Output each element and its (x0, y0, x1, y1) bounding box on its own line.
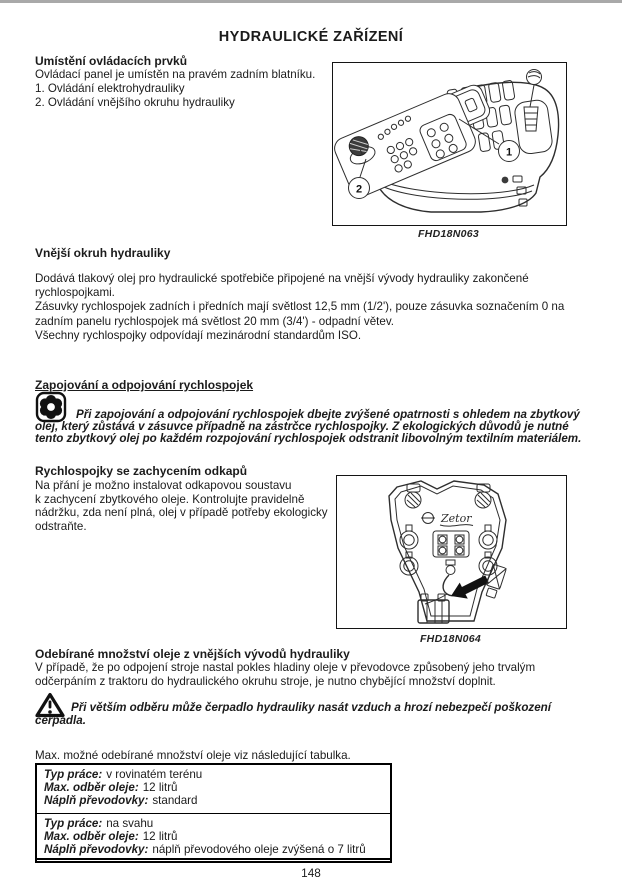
table-cutoff-row (35, 854, 392, 860)
warning-line: Při větším odběru může čerpadlo hydrauliky nasát vzduch a hrozí nebezpečí poškození (71, 701, 551, 714)
section-coupling-note (35, 409, 581, 446)
section-heading: Umístění ovládacích prvků (35, 54, 188, 68)
callout-1: 1 (505, 146, 513, 159)
section-controls (35, 54, 315, 111)
table-value: 12 litrů (142, 829, 178, 843)
callout-2: 2 (355, 183, 363, 196)
table-label: Typ práce: (44, 816, 103, 830)
table-label: Typ práce: (44, 768, 103, 781)
note-line: tento zbytkový olej po každém rozpojování rychlospojek odstranit libovolným textilním materiálem. (35, 432, 582, 446)
list-item: 1. Ovládání elektrohydrauliky (35, 82, 185, 96)
page-title: HYDRAULICKÉ ZAŘÍZENÍ (218, 29, 404, 45)
section-oil-body (35, 661, 535, 688)
table-label: Max. odběr oleje: (44, 781, 139, 795)
body-line: Dodává tlakový olej pro hydraulické spotřebiče připojené na vnější vývody hydrauliky zakončené (35, 272, 529, 285)
body-line: V případě, že po odpojení stroje nastal pokles hladiny oleje v převodovce způsobený jeho trvalým (35, 661, 536, 674)
table-row (37, 765, 390, 813)
brand-logo: Zetor (441, 512, 472, 525)
body-line: odčerpáním z traktoru do hydraulického okruhu stroje, je nutno chybějící množství doplnit. (35, 674, 496, 688)
section-heading: Odebírané množství oleje z vnějších vývodů hydrauliky (35, 647, 350, 661)
body-line: nádržku, zda není plná, olej v případě potřeby ekologicky (35, 506, 328, 519)
table-line (44, 781, 383, 794)
oil-table (35, 763, 392, 863)
section-heading: Vnější okruh hydrauliky (35, 246, 171, 260)
note-line: olej, který zůstává v zásuvce případně na zástrčce rychlospojky. Z ekologických důvodů je nutné (35, 420, 569, 434)
figure-rear-panel (336, 475, 567, 629)
body-line: Ovládací panel je umístěn na pravém zadním blatníku. (35, 68, 316, 81)
page-number: 148 (301, 866, 321, 880)
table-value: 12 litrů (142, 781, 178, 795)
section-outer-body (35, 272, 564, 343)
body-line: rychlospojkami. (35, 286, 115, 300)
warning-note (35, 701, 551, 728)
table-value: náplň převodového oleje zvýšená o 7 litrů (152, 843, 366, 857)
section-drip-body (35, 479, 328, 533)
figure-caption: FHD18N064 (419, 633, 482, 645)
control-panel-drawing (333, 63, 563, 222)
body-line: zadním panelu rychlospojek má světlost 20 mm (3/4') - odpadní větev. (35, 314, 394, 328)
body-line: odstraňte. (35, 519, 87, 533)
list-item: 2. Ovládání vnějšího okruhu hydrauliky (35, 96, 235, 110)
table-intro: Max. možné odebírané množství oleje viz následující tabulka. (35, 749, 351, 762)
pointer-arrow (451, 575, 489, 598)
body-line: Všechny rychlospojky odpovídají mezinárodní standardům ISO. (35, 328, 362, 342)
body-line: Na přání je možno instalovat odkapovou soustavu (35, 479, 292, 492)
figure-caption: FHD18N063 (417, 228, 480, 240)
body-line: k zachycení zbytkového oleje. Kontrolujte pravidelně (35, 492, 305, 506)
rear-panel-drawing (337, 476, 563, 625)
table-value: standard (152, 794, 198, 808)
table-label: Max. odběr oleje: (44, 829, 139, 843)
warning-line: čerpadla. (35, 714, 86, 728)
table-line (44, 830, 383, 843)
table-line (44, 794, 383, 807)
table-value: na svahu (106, 816, 154, 830)
table-line (44, 768, 383, 781)
section-heading: Rychlospojky se zachycením odkapů (35, 464, 248, 478)
table-label: Náplň převodovky: (44, 843, 149, 857)
table-line (44, 817, 383, 830)
scan-artifact-bar (0, 0, 622, 3)
note-line: Při zapojování a odpojování rychlospojek dbejte zvýšené opatrnosti s ohledem na zbytkový (76, 408, 580, 421)
table-label: Náplň převodovky: (44, 794, 149, 808)
figure-control-panel (332, 62, 567, 226)
section-heading: Zapojování a odpojování rychlospojek (35, 378, 254, 392)
table-value: v rovinatém terénu (106, 768, 203, 781)
body-line: Zásuvky rychlospojek zadních i předních mají světlost 12,5 mm (1/2'), pouze zásuvka soznačením 0 na (35, 300, 565, 314)
